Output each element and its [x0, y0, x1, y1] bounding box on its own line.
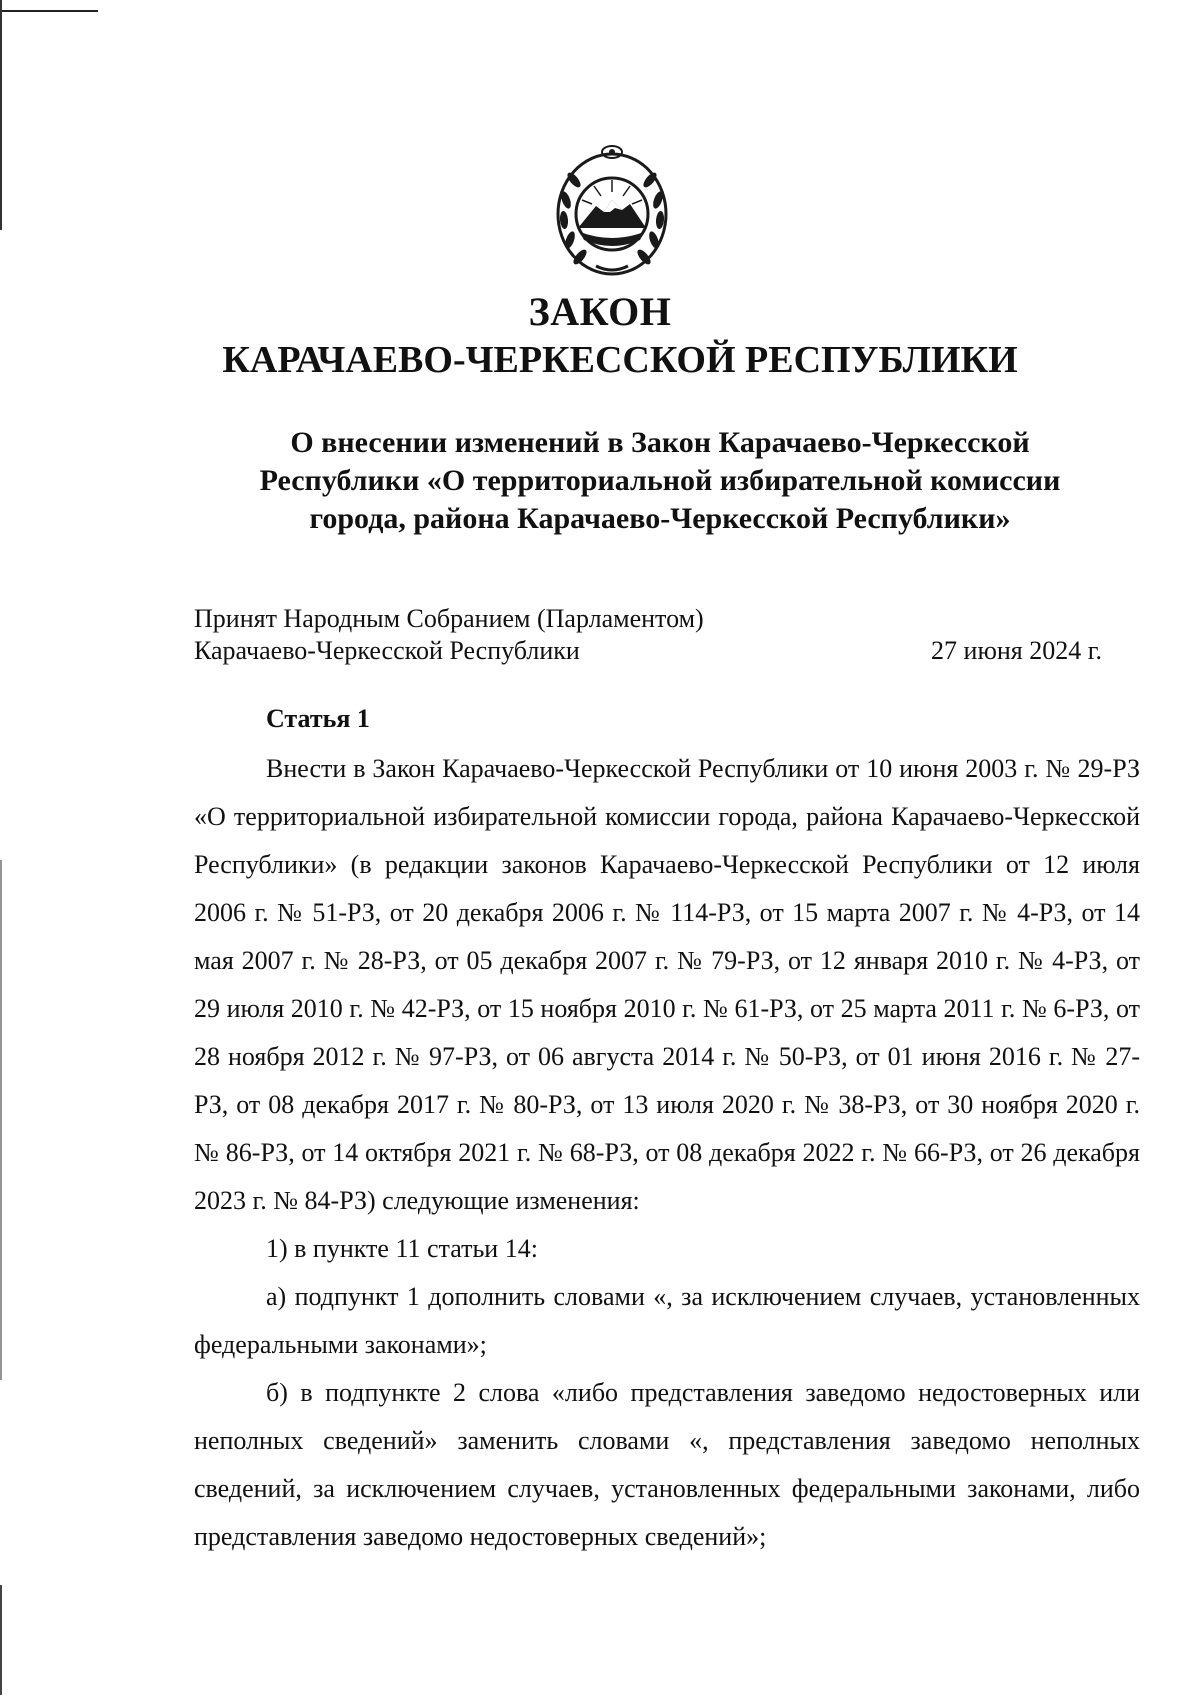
article-heading: Статья 1 [266, 704, 370, 733]
coat-of-arms-icon [552, 140, 672, 280]
scan-artifact [0, 0, 2, 230]
adoption-line: Карачаево-Черкесской Республики [194, 636, 580, 665]
paragraph: Внести в Закон Карачаево-Черкесской Республики от 10 июня 2003 г. № 29-РЗ «О территориальной избирательной комиссии города, района Карачаево-Черкесской Республики» (в редакции законов Карачаево-Черкесской Республики от 12 июля 2006 г. № 51-РЗ, от 20 декабря 2006 г. № 114-РЗ, от 15 марта 2007 г. № 4-РЗ, от 14 мая 2007 г. № 28-РЗ, от 05 декабря 2007 г. № 79-РЗ, от 12 января 2010 г. № 4-РЗ, от 29 июля 2010 г. № 42-РЗ, от 15 ноября 2010 г. № 61-РЗ, от 25 марта 2011 г. № 6-РЗ, от 28 ноября 2012 г. № 97-РЗ, от 06 августа 2014 г. № 50-РЗ, от 01 июня 2016 г. № 27-РЗ, от 08 декабря 2017 г. № 80-РЗ, от 13 июля 2020 г. № 38-РЗ, от 30 ноября 2020 г. № 86-РЗ, от 14 октября 2021 г. № 68-РЗ, от 08 декабря 2022 г. № 66-РЗ, от 26 декабря 2023 г. № 84-РЗ) следующие изменения: [194, 754, 1140, 1215]
paragraph: а) подпункт 1 дополнить словами «, за исключением случаев, установленных федеральными законами»; [194, 1282, 1140, 1359]
subject-line: Республики «О территориальной избирательной комиссии [259, 464, 1061, 497]
paragraph: 1) в пункте 11 статьи 14: [266, 1234, 538, 1263]
scan-artifact [0, 1585, 2, 1695]
adoption-date: 27 июня 2024 г. [931, 636, 1102, 665]
subject-line: О внесении изменений в Закон Карачаево-Черкесской [290, 426, 1030, 459]
scan-artifact [0, 10, 98, 12]
subject-line: города, района Карачаево-Черкесской Республики» [309, 502, 1011, 535]
scan-artifact [0, 860, 2, 1380]
law-title: ЗАКОН [528, 289, 672, 334]
adoption-line: Принят Народным Собранием (Парламентом) [194, 604, 704, 633]
article-body [194, 745, 1140, 1561]
law-subject [200, 424, 1120, 538]
paragraph: б) в подпункте 2 слова «либо представления заведомо недостоверных или неполных сведений» заменить словами «, представления заведомо неполных сведений, за исключением случаев, установленных федеральными законами, либо представления заведомо недостоверных сведений»; [194, 1378, 1140, 1551]
adoption-statement [194, 603, 704, 667]
republic-title: КАРАЧАЕВО-ЧЕРКЕССКОЙ РЕСПУБЛИКИ [222, 339, 1018, 381]
